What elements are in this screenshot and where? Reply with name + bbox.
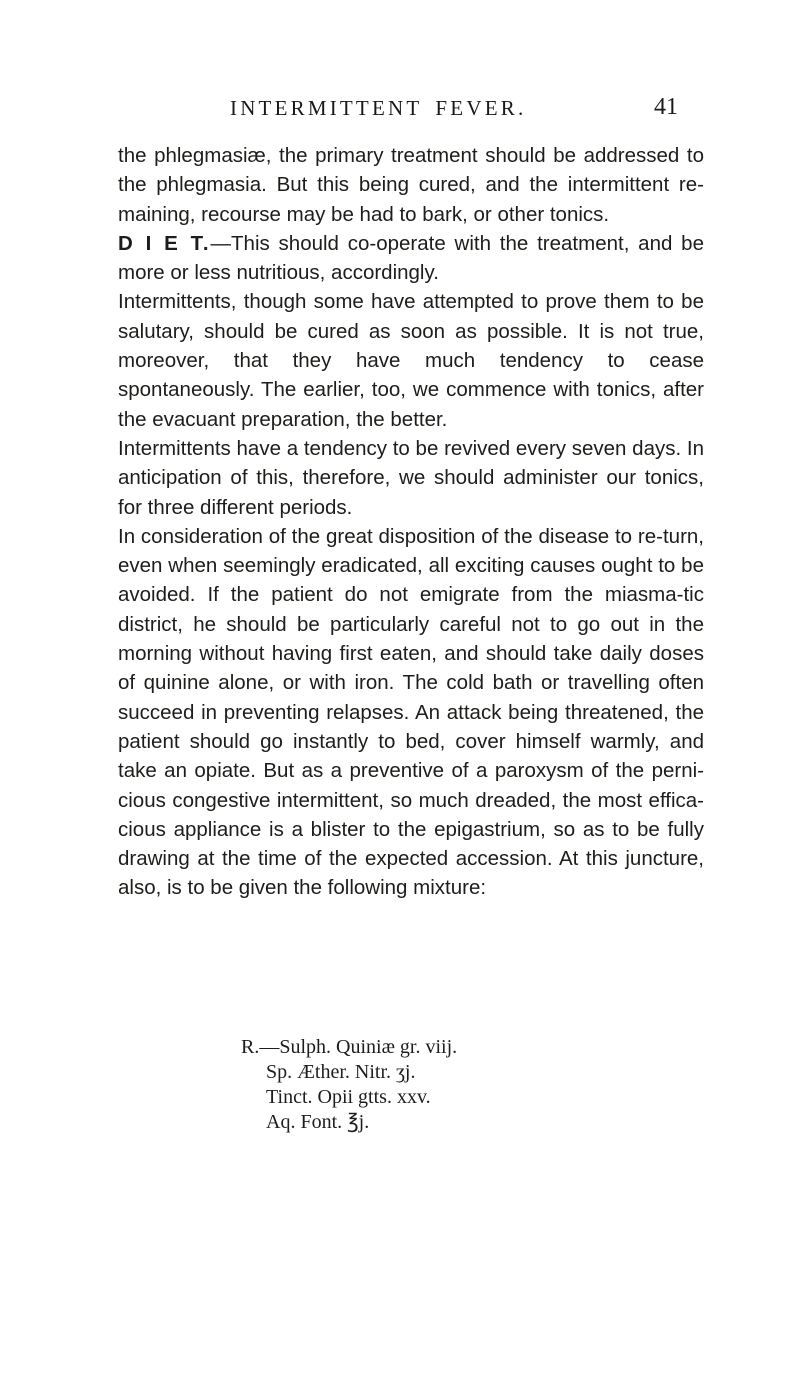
running-title: INTERMITTENT FEVER.: [230, 96, 527, 120]
page-number: 41: [654, 94, 678, 120]
paragraph-relapse-prevention: In consideration of the great disposition of the disease to re-turn, even when seemingly eradicated, all exciting causes ought to be avoided. If the patient do not emigrate from the miasma-tic district, he should be particularly careful not to go out in the morning without having first eaten, and should take daily doses of quinine alone, or with iron. The cold bath or travelling often succeed in preventing relapses. An attack being threatened, the patient should go instantly to bed, cover himself warmly, and take an opiate. But as a preventive of a paroxysm of the perni-cious congestive intermittent, so much dreaded, the most effica-cious appliance is a blister to the epigastrium, so as to be fully drawing at the time of the expected accession. At this juncture, also, is to be given the following mixture:: [118, 524, 704, 900]
diet-heading: D I E T.: [118, 231, 211, 255]
prescription-line-1: [241, 1035, 457, 1060]
paragraph-revived-seven-days: Intermittents have a tendency to be revived every seven days. In anticipation of this, therefore, we should administer our tonics, for three different periods.: [118, 436, 704, 519]
rx-dash: —: [259, 1036, 280, 1058]
prescription: [241, 1035, 457, 1135]
paragraph-phlegmasiae: the phlegmasiæ, the primary treatment should be addressed to the phlegmasia. But this being cured, and the intermittent re-maining, recourse may be had to bark, or other tonics.: [118, 144, 704, 226]
paragraph-intermittents-salutary: Intermittents, though some have attempted to prove them to be salutary, should be cured as soon as possible. It is not true, moreover, that they have much tendency to cease spontaneously. The earlier, too, we commence with tonics, after the evacuant preparation, the better.: [118, 290, 704, 431]
prescription-line-3: Tinct. Opii gtts. xxv.: [266, 1086, 431, 1108]
paragraph-diet: [118, 229, 704, 288]
diet-dash: —: [210, 231, 232, 255]
body-text: [118, 141, 704, 903]
prescription-line-4: Aq. Font. ℥j.: [266, 1111, 370, 1133]
rx-symbol: R.: [241, 1036, 260, 1058]
diet-text: This should co-operate with the treatment, and be more or less nutritious, accordingly.: [118, 231, 704, 285]
prescription-line-2: Sp. Æther. Nitr. ʒj.: [266, 1061, 416, 1083]
rx-ingredient: Sulph. Quiniæ gr. viij.: [279, 1036, 458, 1058]
page-header: [0, 94, 800, 130]
